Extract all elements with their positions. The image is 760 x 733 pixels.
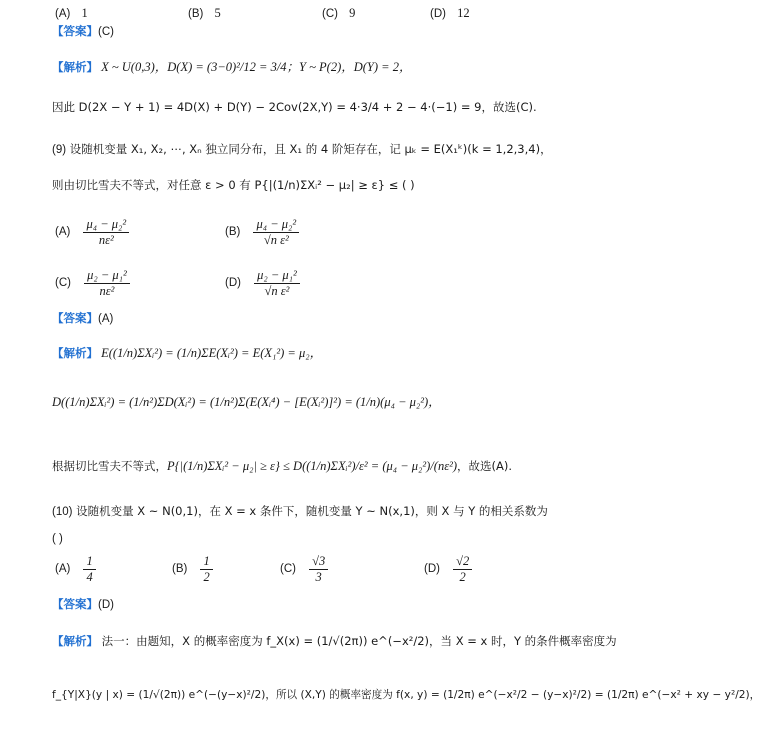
q9-option-c-den: nε² <box>99 284 115 298</box>
q10-analysis-line2: f_{Y|X}(y | x) = (1/√(2π)) e^(−(y−x)²/2)，所以 (X,Y) 的概率密度为 f(x, y) = (1/2π) e^(−x²/2 − (y−x)²/2) = (1/2π) e^(−x² + xy − y²/2)， <box>52 689 760 701</box>
q9-option-b-label: (B) <box>225 226 241 239</box>
q9-answer-tag: 【答案】 <box>52 311 98 325</box>
q10-stem1: 设随机变量 X ~ N(0,1)，在 X = x 条件下，随机变量 Y ~ N(x,1)，则 X 与 Y 的相关系数为 <box>76 504 548 518</box>
q10-option-d-label: (D) <box>424 563 440 576</box>
q8-answer <box>52 22 607 41</box>
q9-analysis-line3-suffix: ，故选(A). <box>457 459 513 473</box>
q8-option-c <box>322 6 355 21</box>
q9-option-b-num: μ₄ − μ₂² <box>253 217 299 233</box>
q10-option-d-num: √2 <box>453 554 472 570</box>
q9-analysis-line3-math: P{|(1/n)ΣXᵢ² − μ₂| ≥ ε} ≤ D((1/n)ΣXᵢ²)/ε² = (μ₄ − μ₂²)/(nε²) <box>167 459 458 473</box>
q9-number: (9) <box>52 144 67 156</box>
q10-option-b-den: 2 <box>203 570 210 584</box>
q8-option-d-value: 12 <box>457 6 470 20</box>
q9-option-a <box>55 217 131 248</box>
q9-analysis-tag: 【解析】 <box>52 346 98 360</box>
q10-answer-tag: 【答案】 <box>52 597 98 611</box>
q9-option-a-den: nε² <box>98 233 114 247</box>
q10-option-b <box>172 554 215 585</box>
q9-stem-line1 <box>52 140 607 159</box>
q8-option-d-label: (D) <box>430 8 446 20</box>
q9-analysis-line1 <box>52 344 607 362</box>
q8-option-d <box>430 6 470 21</box>
q10-option-b-num: 1 <box>200 554 212 570</box>
q9-stem-line2: 则由切比雪夫不等式，对任意 ε > 0 有 P{|(1/n)ΣXᵢ² − μ₂| ≥ ε} ≤ ( ) <box>52 178 415 192</box>
q8-option-a-value: 1 <box>81 6 88 20</box>
q9-analysis-math1: E((1/n)ΣXᵢ²) = (1/n)ΣE(Xᵢ²) = E(X₁²) = μ₂， <box>101 346 323 360</box>
q9-stem1: 设随机变量 X₁, X₂, ⋯, Xₙ 独立同分布，且 X₁ 的 4 阶矩存在，记 μₖ = E(X₁ᵏ)(k = 1,2,3,4)， <box>69 142 552 156</box>
q10-option-d-den: 2 <box>459 570 466 584</box>
q8-option-a-label: (A) <box>55 8 71 20</box>
q9-option-b <box>225 217 301 248</box>
q8-analysis-line1 <box>52 58 607 76</box>
q10-number: (10) <box>52 506 73 518</box>
q8-option-c-label: (C) <box>322 8 338 20</box>
q8-answer-tag: 【答案】 <box>52 24 98 38</box>
q8-analysis-line2: 因此 D(2X − Y + 1) = 4D(X) + D(Y) − 2Cov(2X,Y) = 4·3/4 + 2 − 4·(−1) = 9，故选(C). <box>52 100 537 114</box>
q10-analysis-line1 <box>52 632 617 650</box>
q10-option-a-num: 1 <box>83 554 95 570</box>
q9-option-d-den: √n ε² <box>264 284 290 298</box>
q10-option-c-num: √3 <box>309 554 328 570</box>
q9-answer-value: (A) <box>98 313 114 325</box>
q9-analysis-line3-prefix: 根据切比雪夫不等式， <box>52 459 167 473</box>
q10-option-d <box>424 554 474 585</box>
q8-option-c-value: 9 <box>349 6 356 20</box>
q9-option-d-label: (D) <box>225 277 241 290</box>
q8-analysis-tag: 【解析】 <box>52 60 98 74</box>
q9-analysis-line3 <box>52 457 607 475</box>
q8-answer-value: (C) <box>98 26 114 38</box>
q10-option-a-den: 4 <box>86 570 93 584</box>
q9-option-c <box>55 268 132 299</box>
q10-analysis-text1: 法一：由题知，X 的概率密度为 f_X(x) = (1/√(2π)) e^(−x²/2)，当 X = x 时，Y 的条件概率密度为 <box>101 634 617 648</box>
q9-option-d-num: μ₂ − μ₁² <box>254 268 300 284</box>
q9-option-a-label: (A) <box>55 226 71 239</box>
q9-option-a-num: μ₄ − μ₂² <box>83 217 129 233</box>
q10-stem-line2: ( ) <box>52 533 63 545</box>
q10-option-c-den: 3 <box>315 570 322 584</box>
q10-answer <box>52 595 607 614</box>
q9-option-c-num: μ₂ − μ₁² <box>84 268 130 284</box>
q9-option-b-den: √n ε² <box>263 233 289 247</box>
q9-answer <box>52 309 607 328</box>
q8-option-b-value: 5 <box>214 6 221 20</box>
q10-option-c <box>280 554 330 585</box>
q9-option-c-label: (C) <box>55 277 71 290</box>
q10-analysis-tag: 【解析】 <box>52 634 98 648</box>
q10-option-a-label: (A) <box>55 563 71 576</box>
q8-option-a <box>55 6 88 21</box>
q10-option-c-label: (C) <box>280 563 296 576</box>
q8-option-b-label: (B) <box>188 8 204 20</box>
q10-option-b-label: (B) <box>172 563 188 576</box>
q10-answer-value: (D) <box>98 599 114 611</box>
q9-analysis-line2: D((1/n)ΣXᵢ²) = (1/n²)ΣD(Xᵢ²) = (1/n²)Σ(E(Xᵢ⁴) − [E(Xᵢ²)]²) = (1/n)(μ₄ − μ₂²)， <box>52 395 441 409</box>
q10-option-a <box>55 554 98 585</box>
q9-option-d <box>225 268 302 299</box>
q8-analysis-math1: X ~ U(0,3)，D(X) = (3−0)²/12 = 3/4；Y ~ P(2)，D(Y) = 2， <box>101 60 412 74</box>
q10-stem-line1 <box>52 502 607 521</box>
q8-option-b <box>188 6 221 21</box>
